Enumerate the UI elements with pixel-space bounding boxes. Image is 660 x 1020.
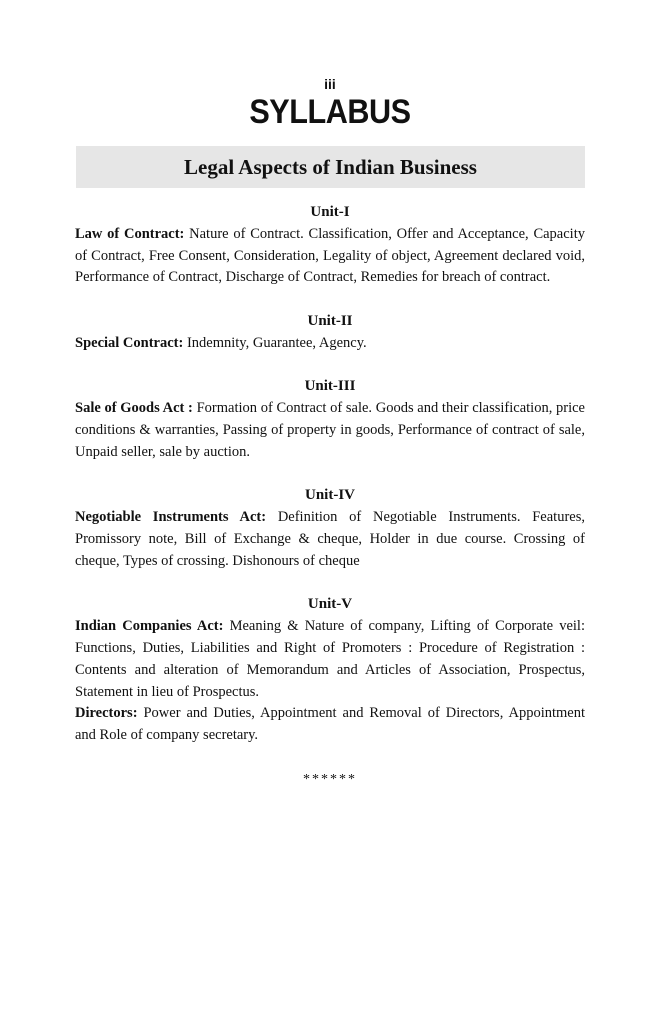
unit-paragraph: [75, 507, 585, 572]
topic-text: Meaning & Nature of company, Lifting of Corporate veil: Functions, Duties, Liabilities and Right of Promoters : Procedure of Registration : Contents and alteration of Memorandum and Articles of Association, Prospectus, Statement in lieu of Prospectus.: [75, 618, 585, 700]
subject-title: Legal Aspects of Indian Business: [184, 155, 477, 179]
unit-3: [75, 376, 585, 463]
topic-text: Formation of Contract of sale. Goods and their classification, price conditions & warranties, Passing of property in goods, Performance of contract of sale, Unpaid seller, sale by auction.: [75, 400, 585, 460]
unit-2: [75, 311, 585, 355]
page-number: iii: [324, 76, 336, 92]
unit-paragraph: [75, 703, 585, 747]
topic-text: Definition of Negotiable Instruments. Features, Promissory note, Bill of Exchange & cheque, Holder in due course. Crossing of cheque, Types of crossing. Dishonours of cheque: [75, 509, 585, 569]
unit-paragraph: [75, 616, 585, 703]
topic-label: Law of Contract:: [75, 225, 185, 242]
topic-text: Indemnity, Guarantee, Agency.: [183, 334, 367, 351]
unit-1: [75, 202, 585, 289]
topic-label: Indian Companies Act:: [75, 618, 224, 635]
unit-5: [75, 594, 585, 747]
topic-label: Negotiable Instruments Act:: [75, 509, 267, 526]
topic-label: Sale of Goods Act :: [75, 400, 193, 417]
topic-label: Directors:: [75, 705, 138, 722]
unit-paragraph: [75, 398, 585, 463]
topic-text: Power and Duties, Appointment and Removal of Directors, Appointment and Role of company secretary.: [75, 705, 585, 744]
unit-heading: Unit-III: [304, 378, 356, 395]
unit-heading: Unit-I: [310, 204, 350, 220]
topic-text: Nature of Contract. Classification, Offer and Acceptance, Capacity of Contract, Free Consent, Consideration, Legality of object, Agreement declared void, Performance of Contract, Discharge of Contract, Remedies for breach of contract.: [75, 225, 585, 286]
unit-heading: Unit-II: [307, 312, 353, 329]
unit-4: [75, 485, 585, 572]
subject-banner: [76, 146, 585, 188]
unit-heading: Unit-IV: [304, 487, 355, 504]
unit-heading: Unit-V: [307, 596, 353, 613]
topic-label: Special Contract:: [75, 334, 184, 351]
end-mark: ******: [303, 771, 357, 787]
unit-paragraph: [75, 224, 585, 289]
syllabus-content: [75, 202, 585, 791]
unit-paragraph: [75, 333, 585, 355]
page-title: SYLLABUS: [249, 93, 411, 131]
